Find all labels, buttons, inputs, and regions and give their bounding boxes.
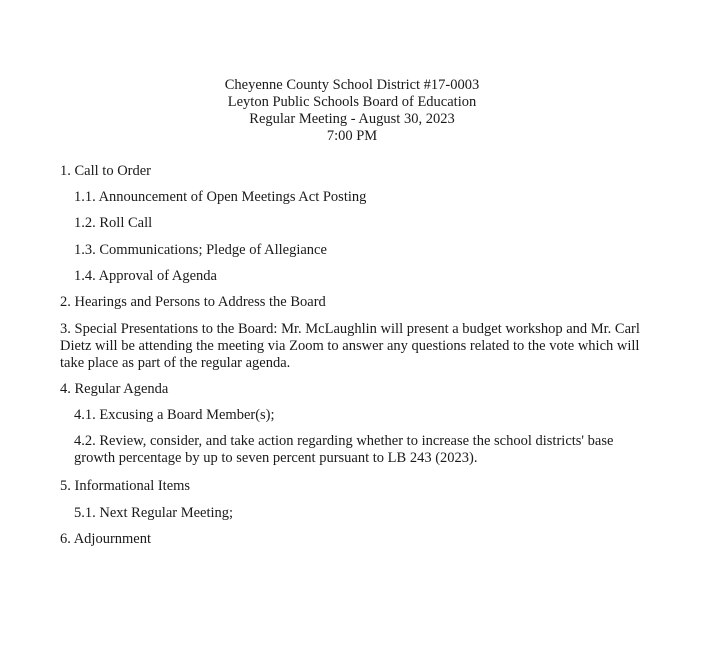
- meeting-time: 7:00 PM: [326, 128, 378, 144]
- agenda-item-excusing-member: 4.1. Excusing a Board Member(s);: [74, 407, 275, 423]
- agenda-item-hearings: 2. Hearings and Persons to Address the Board: [60, 294, 326, 310]
- agenda-item-regular-agenda: 4. Regular Agenda: [60, 381, 169, 397]
- agenda-item-special-presentations: 3. Special Presentations to the Board: Mr. McLaughlin will present a budget workshop and Mr. Carl Dietz will be attending the meeting via Zoom to answer any questions related to the vote which will take place as part of the regular agenda.: [60, 321, 640, 371]
- agenda-item-adjournment: 6. Adjournment: [60, 531, 152, 547]
- agenda-item-pledge: 1.3. Communications; Pledge of Allegiance: [74, 242, 327, 258]
- district-name: Cheyenne County School District #17-0003: [224, 77, 480, 93]
- meeting-date: Regular Meeting - August 30, 2023: [249, 111, 455, 127]
- agenda-item-next-meeting: 5.1. Next Regular Meeting;: [74, 505, 234, 521]
- document-header: [0, 77, 704, 145]
- board-name: Leyton Public Schools Board of Education: [227, 94, 477, 110]
- agenda-item-approval: 1.4. Approval of Agenda: [74, 268, 217, 284]
- agenda-item-call-to-order: 1. Call to Order: [60, 163, 152, 179]
- agenda-item-base-growth: 4.2. Review, consider, and take action regarding whether to increase the school districts' base growth percentage by up to seven percent pursuant to LB 243 (2023).: [74, 433, 614, 466]
- agenda-item-open-meetings-act: 1.1. Announcement of Open Meetings Act Posting: [74, 189, 367, 205]
- agenda-item-roll-call: 1.2. Roll Call: [74, 215, 153, 231]
- agenda-item-informational: 5. Informational Items: [60, 478, 191, 494]
